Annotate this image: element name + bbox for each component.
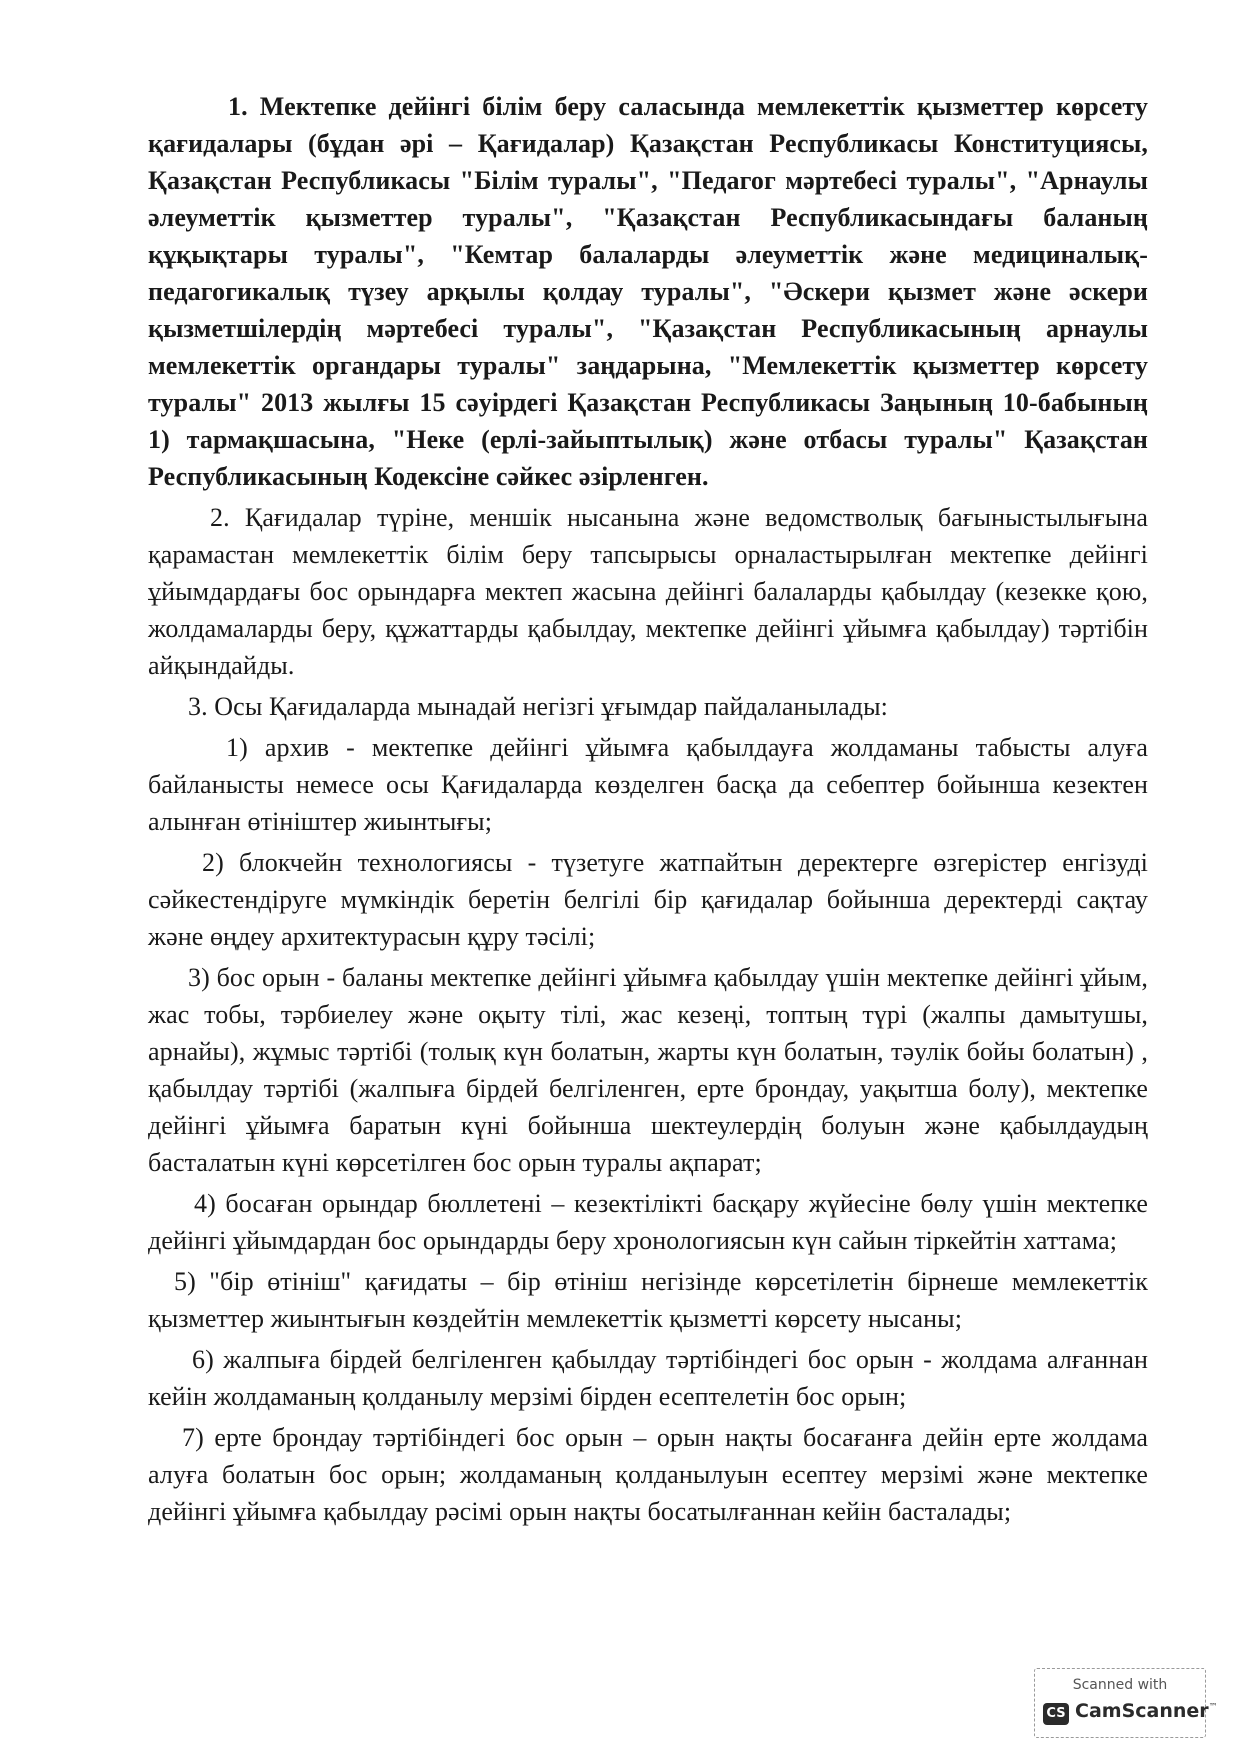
watermark-brand	[1075, 1700, 1218, 1722]
camscanner-logo-icon: CS	[1043, 1703, 1069, 1725]
definition-6: 6) жалпыға бірдей белгіленген қабылдау тәртібіндегі бос орын - жолдама алғаннан кейін жолдаманың қолданылу мерзімі бірден есептелетін бос орын;	[148, 1345, 1148, 1411]
definition-4: 4) босаған орындар бюллетені – кезектілікті басқару жүйесіне бөлу үшін мектепке дейінгі ұйымдардан бос орындарды беру хронологиясын күн сайын тіркейтін хаттама;	[148, 1189, 1148, 1255]
definition-7: 7) ерте брондау тәртібіндегі бос орын – орын нақты босағанға дейін ерте жолдама алуға болатын бос орын; жолдаманың қолданылуын есептеу мерзімі және мектепке дейінгі ұйымға қабылдау рәсімі орын нақты босатылғаннан кейін басталады;	[148, 1423, 1148, 1526]
definition-1: 1) архив - мектепке дейінгі ұйымға қабылдауға жолдаманы табысты алуға байланысты немесе осы Қағидаларда көзделген басқа да себептер бойынша кезектен алынған өтініштер жиынтығы;	[148, 733, 1148, 836]
paragraph-1: 1. Мектепке дейінгі білім беру саласында мемлекеттік қызметтер көрсету қағидалары (бұдан әрі – Қағидалар) Қазақстан Республикасы Конституциясы, Қазақстан Республикасы "Білім туралы", "Педагог мәртебесі туралы", "Арнаулы әлеуметтік қызметтер туралы", "Қазақстан Республикасындағы баланың құқықтары туралы", "Кемтар балаларды әлеуметтік және медициналық-педагогикалық түзеу арқылы қолдау туралы", "Әскери қызмет және әскери қызметшілердің мәртебесі туралы", "Қазақстан Республикасының арнаулы мемлекеттік органдары туралы" заңдарына, "Мемлекеттік қызметтер көрсету туралы" 2013 жылғы 15 сәуірдегі Қазақстан Республикасы Заңының 10-бабының 1) тармақшасына, "Неке (ерлі-зайыптылық) және отбасы туралы" Қазақстан Республикасының Кодексіне сәйкес әзірленген.	[148, 92, 1148, 491]
definition-5: 5) "бір өтініш" қағидаты – бір өтініш негізінде көрсетілетін бірнеше мемлекеттік қызметтер жиынтығын көздейтін мемлекеттік қызметті көрсету нысаны;	[148, 1267, 1148, 1333]
definition-2: 2) блокчейн технологиясы - түзетуге жатпайтын деректерге өзгерістер енгізуді сәйкестендіруге мүмкіндік беретін белгілі бір қағидалар бойынша деректерді сақтау және өңдеу архитектурасын құру тәсілі;	[148, 848, 1148, 951]
watermark-brand-name: CamScanner	[1075, 1700, 1209, 1722]
paragraph-2: 2. Қағидалар түріне, меншік нысанына және ведомстволық бағыныстылығына қарамастан мемлекеттік білім беру тапсырысы орналастырылған мектепке дейінгі ұйымдардағы бос орындарға мектеп жасына дейінгі балаларды қабылдау (кезекке қою, жолдамаларды беру, құжаттарды қабылдау, мектепке дейінгі ұйымға қабылдау) тәртібін айқындайды.	[148, 503, 1148, 680]
document-body	[148, 88, 1148, 1534]
watermark-caption: Scanned with	[1072, 1677, 1168, 1693]
camscanner-watermark	[1034, 1668, 1218, 1738]
watermark-trademark: ™	[1208, 1702, 1218, 1713]
paragraph-3: 3. Осы Қағидаларда мынадай негізгі ұғымдар пайдаланылады:	[188, 692, 888, 721]
definition-3: 3) бос орын - баланы мектепке дейінгі ұйымға қабылдау үшін мектепке дейінгі ұйым, жас тобы, тәрбиелеу және оқыту тілі, жас кезеңі, топтың түрі (жалпы дамытушы, арнайы), жұмыс тәртібі (толық күн болатын, жарты күн болатын, тәулік бойы болатын) , қабылдау тәртібі (жалпыға бірдей белгіленген, ерте брондау, уақытша болу), мектепке дейінгі ұйымға баратын күні бойынша шектеулердің болуын және қабылдаудың басталатын күні көрсетілген бос орын туралы ақпарат;	[148, 963, 1148, 1177]
